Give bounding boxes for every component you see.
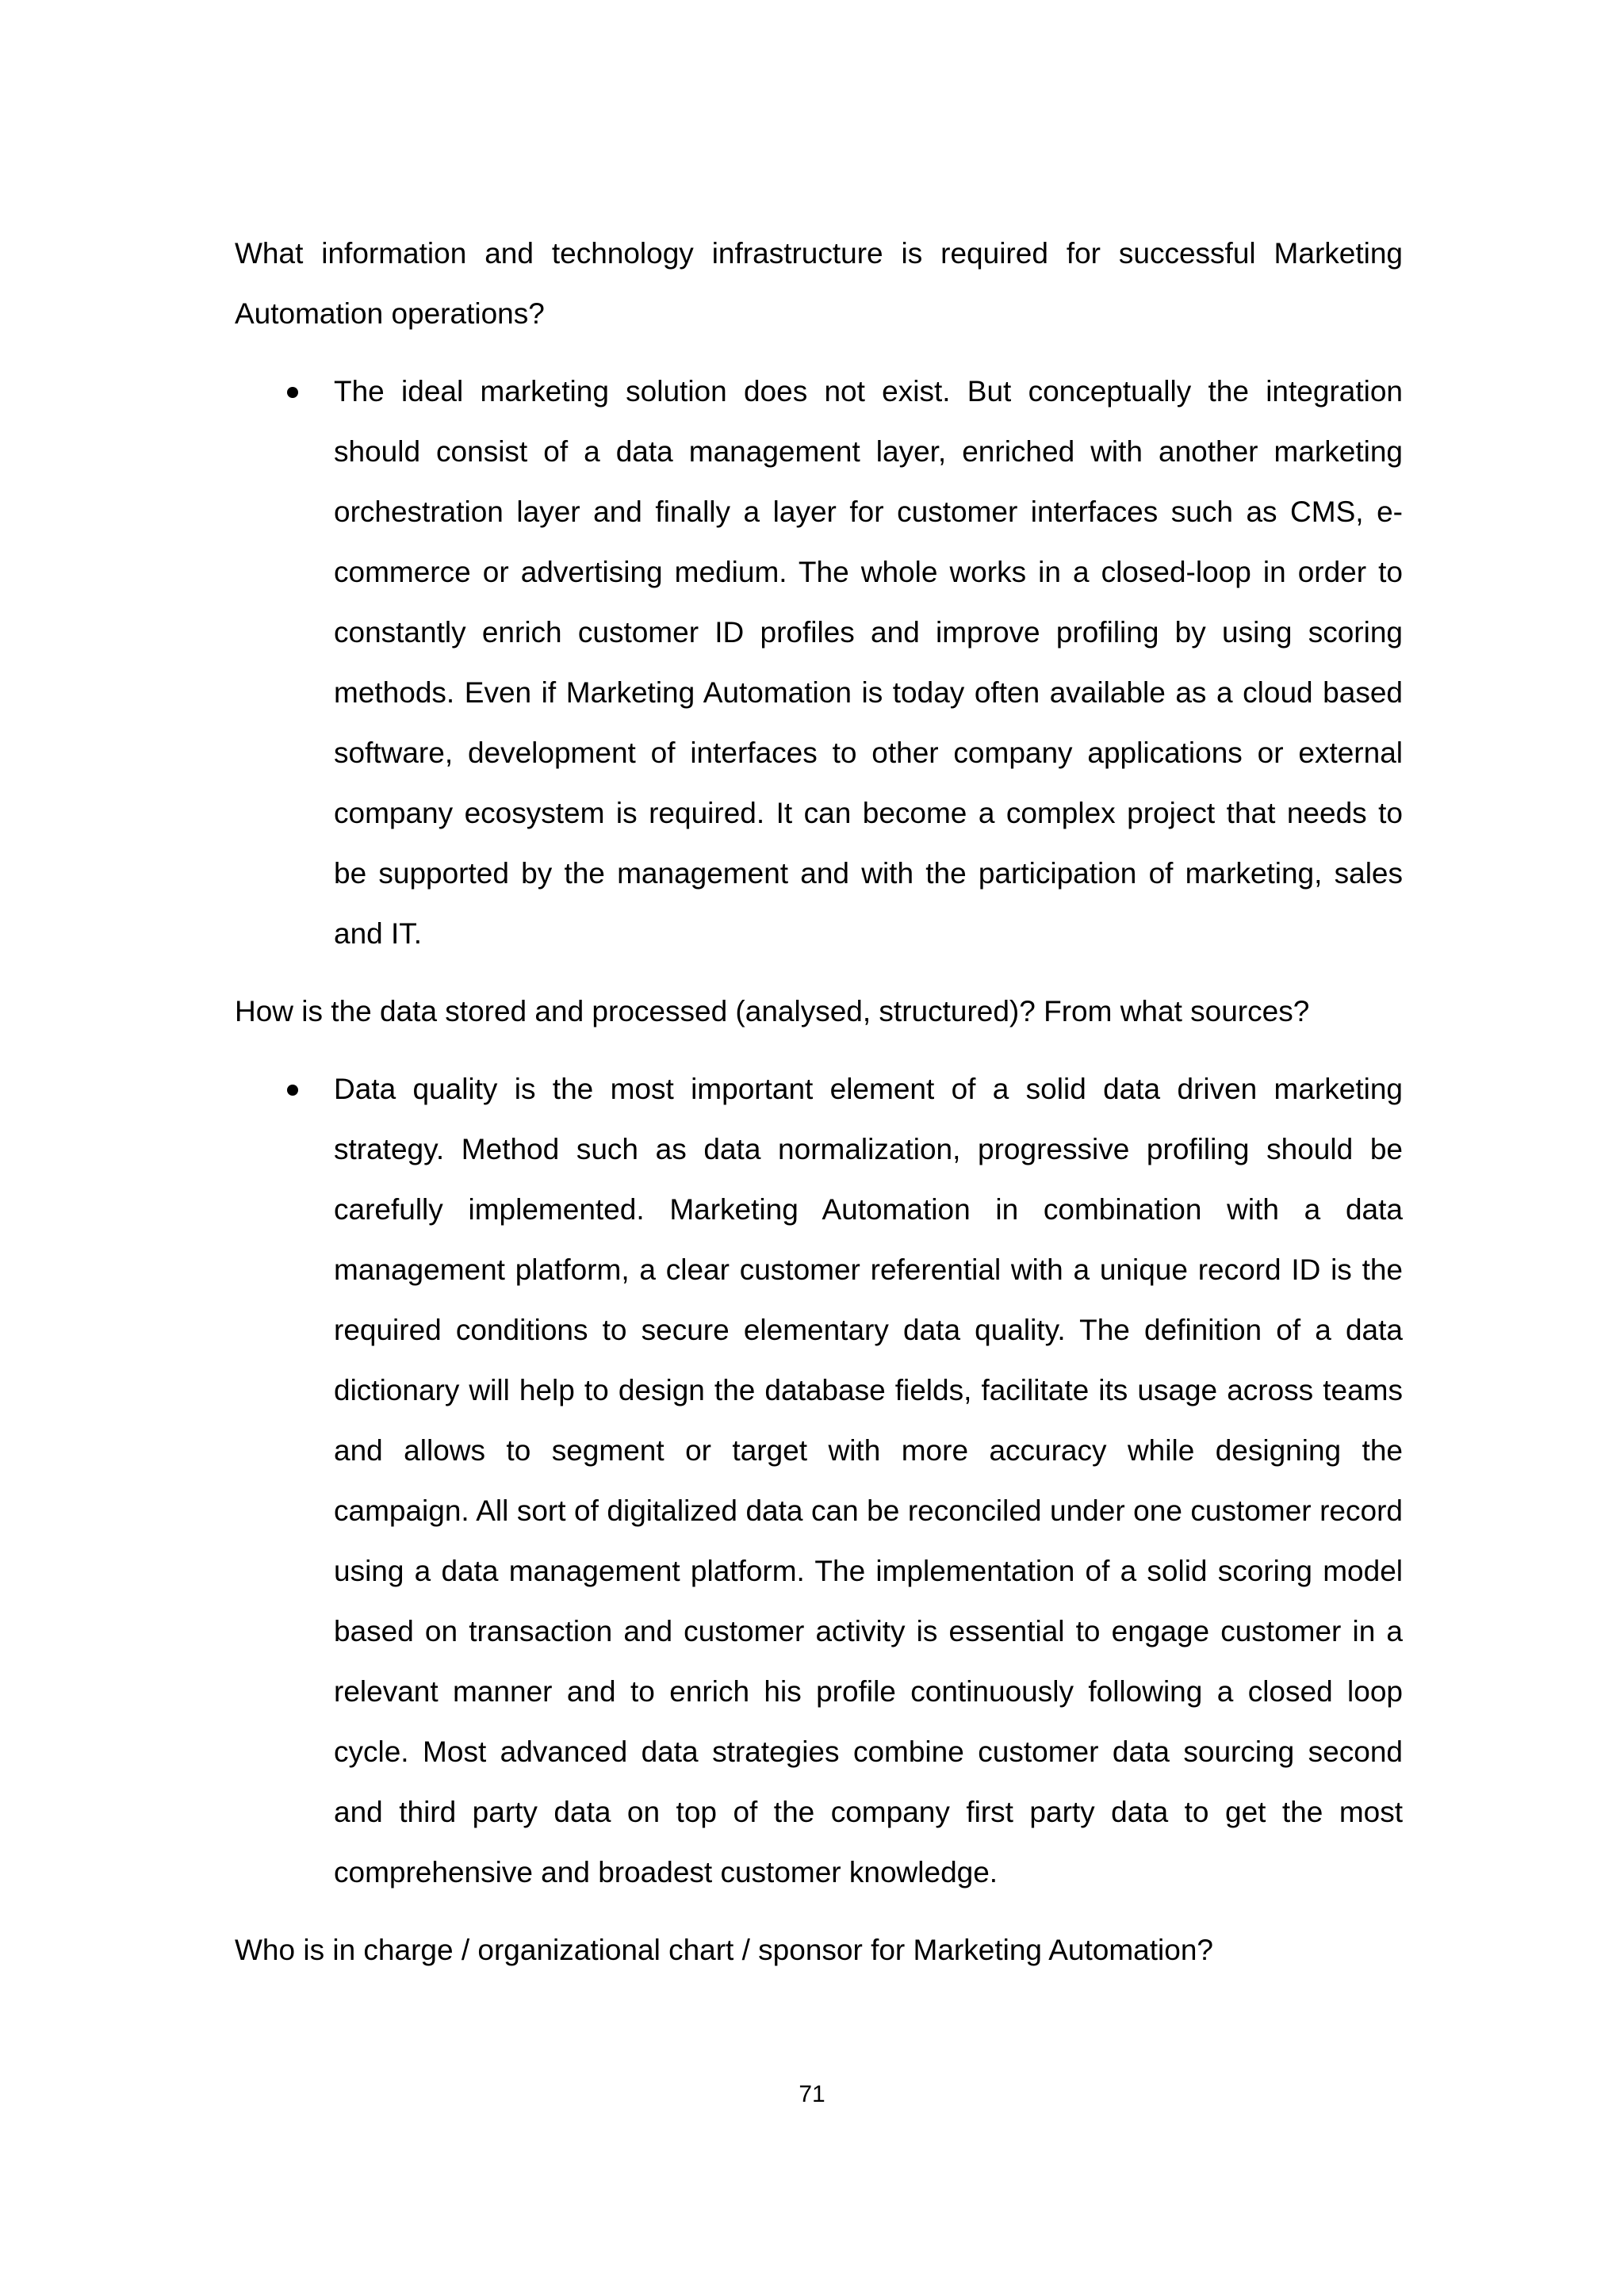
answer-infrastructure (235, 362, 1403, 964)
bullet-icon (287, 387, 298, 398)
page-number: 71 (799, 2081, 825, 2107)
answer-data-storage (235, 1059, 1403, 1903)
bullet-icon (287, 1085, 298, 1096)
question-ownership: Who is in charge / organizational chart / sponsor for Marketing Automation? (235, 1934, 1213, 1966)
answer-data-storage-text: Data quality is the most important element of a solid data driven marketing strategy. Method such as data normalization, progressive profiling should be carefully implemented. Marketing Automation in combination with a data management platform, a clear customer referential with a unique record ID is the required conditions to secure elementary data quality. The definition of a data dictionary will help to design the database fields, facilitate its usage across teams and allows to segment or target with more accuracy while designing the campaign. All sort of digitalized data can be reconciled under one customer record using a data management platform. The implementation of a solid scoring model based on transaction and customer activity is essential to engage customer in a relevant manner and to enrich his profile continuously following a closed loop cycle. Most advanced data strategies combine customer data sourcing second and third party data on top of the company first party data to get the most comprehensive and broadest customer knowledge. (334, 1073, 1403, 1888)
question-infrastructure: What information and technology infrastructure is required for successful Marketing Automation operations? (235, 237, 1403, 330)
question-data-storage: How is the data stored and processed (analysed, structured)? From what sources? (235, 995, 1310, 1027)
page-content (235, 224, 1403, 1998)
answer-infrastructure-text: The ideal marketing solution does not exist. But conceptually the integration should consist of a data management layer, enriched with another marketing orchestration layer and finally a layer for customer interfaces such as CMS, e-commerce or advertising medium. The whole works in a closed-loop in order to constantly enrich customer ID profiles and improve profiling by using scoring methods. Even if Marketing Automation is today often available as a cloud based software, development of interfaces to other company applications or external company ecosystem is required. It can become a complex project that needs to be supported by the management and with the participation of marketing, sales and IT. (334, 375, 1403, 950)
